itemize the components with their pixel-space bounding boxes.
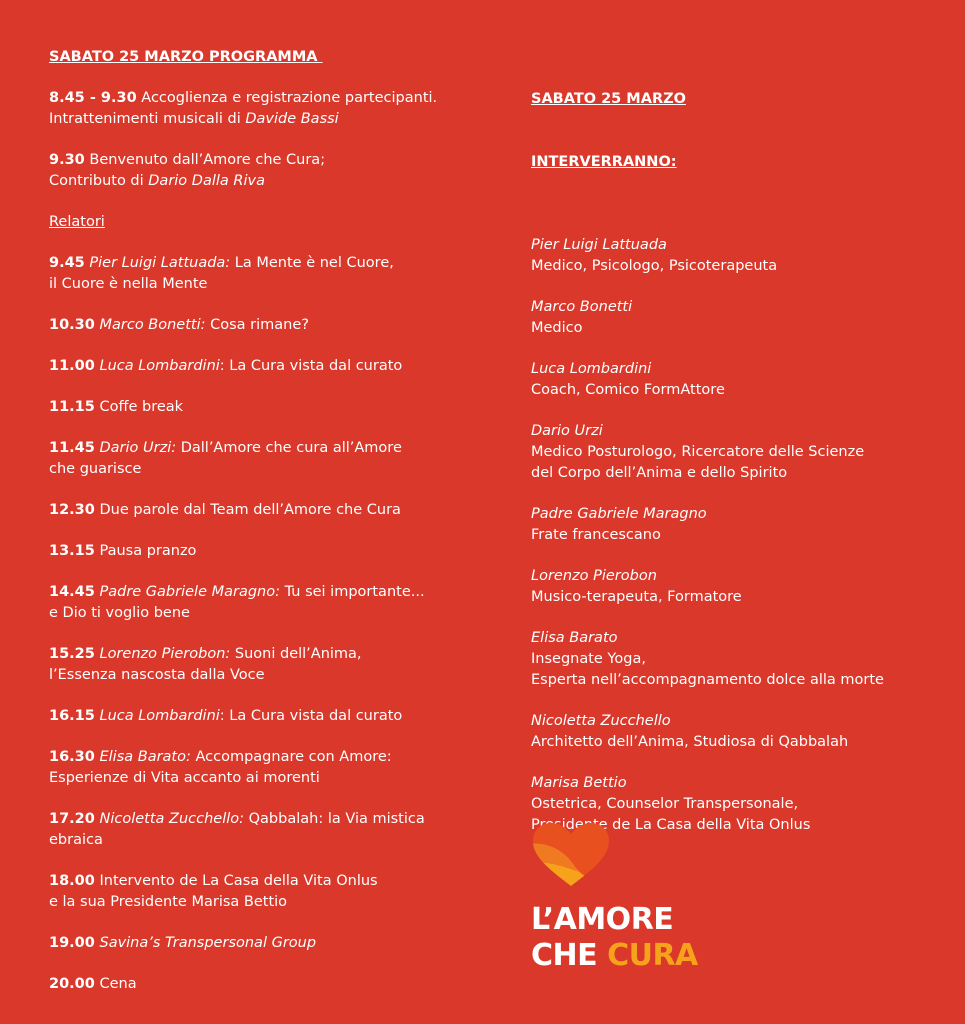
speaker-name: Davide Bassi <box>245 111 339 127</box>
program-item <box>49 356 469 377</box>
speaker-role: Medico Posturologo, Ricercatore delle Scienze <box>531 444 865 460</box>
program-text: Due parole dal Team dell’Amore che Cura <box>99 502 401 518</box>
program-text: l’Essenza nascosta dalla Voce <box>49 667 265 683</box>
logo-text <box>531 902 731 974</box>
program-time: 8.45 - 9.30 <box>49 90 137 106</box>
program-item-line <box>49 397 469 418</box>
program-text: che guarisce <box>49 461 142 477</box>
program-item <box>49 88 469 130</box>
program-time: 16.30 <box>49 749 95 765</box>
program-item <box>49 644 469 686</box>
speaker-role: Musico-terapeuta, Formatore <box>531 589 742 605</box>
speaker-name: Luca Lombardini <box>99 708 220 724</box>
program-text: Cena <box>99 976 137 992</box>
program-text: Intervento de La Casa della Vita Onlus <box>99 873 378 889</box>
logo-line2-white: CHE <box>531 938 608 973</box>
heart-icon <box>531 822 611 888</box>
program-text: Qabbalah: la Via mistica <box>244 811 425 827</box>
program-time: 13.15 <box>49 543 95 559</box>
speaker-role: Presidente de La Casa della Vita Onlus <box>531 817 811 833</box>
program-item-line <box>49 974 469 995</box>
program-item-line <box>49 500 469 521</box>
program-item <box>49 933 469 954</box>
speaker-name: Padre Gabriele Maragno <box>531 506 707 522</box>
speaker-role: Medico, Psicologo, Psicoterapeuta <box>531 258 778 274</box>
program-time: 11.15 <box>49 399 95 415</box>
speakers-heading-line2: INTERVERRANNO: <box>531 154 677 170</box>
program-item-line <box>49 830 469 851</box>
logo-line1: L’AMORE <box>531 902 674 937</box>
program-item-line <box>49 747 469 768</box>
program-time: 10.30 <box>49 317 95 333</box>
logo <box>531 822 731 974</box>
speaker-role: Coach, Comico FormAttore <box>531 382 725 398</box>
program-time: 15.25 <box>49 646 95 662</box>
program-text: Cosa rimane? <box>205 317 309 333</box>
speakers-heading <box>531 47 951 215</box>
speaker-name: Nicoletta Zucchello <box>531 713 671 729</box>
program-text: Intrattenimenti musicali di <box>49 111 246 127</box>
program-item <box>49 706 469 727</box>
logo-line2 <box>531 938 731 974</box>
program-item <box>49 315 469 336</box>
speaker-role: Frate francescano <box>531 527 661 543</box>
program-time: 11.45 <box>49 440 95 456</box>
speaker-name: Elisa Barato: <box>99 749 191 765</box>
speaker-name: Dario Urzi: <box>99 440 177 456</box>
program-item <box>49 438 469 480</box>
speaker-role: Esperta nell’accompagnamento dolce alla morte <box>531 672 884 688</box>
program-item-line <box>49 603 469 624</box>
program-text: Accoglienza e registrazione partecipanti. <box>141 90 438 106</box>
speaker-name: Elisa Barato <box>531 630 618 646</box>
program-text: e la sua Presidente Marisa Bettio <box>49 894 288 910</box>
program-time: 19.00 <box>49 935 95 951</box>
section-label-text: Relatori <box>49 214 105 230</box>
program-time: 12.30 <box>49 502 95 518</box>
program-heading: SABATO 25 MARZO PROGRAMMA <box>49 49 323 65</box>
program-text: Accompagnare con Amore: <box>190 749 392 765</box>
program-item-line <box>49 171 469 192</box>
speaker-name: Pier Luigi Lattuada: <box>89 255 231 271</box>
program-column <box>49 47 469 1015</box>
program-item-line <box>49 438 469 459</box>
program-time: 20.00 <box>49 976 95 992</box>
program-item-line <box>49 459 469 480</box>
program-text: Esperienze di Vita accanto ai morenti <box>49 770 320 786</box>
program-time: 9.30 <box>49 152 85 168</box>
speaker-role: Architetto dell’Anima, Studiosa di Qabbalah <box>531 734 849 750</box>
program-time: 16.15 <box>49 708 95 724</box>
program-item-line <box>49 541 469 562</box>
speaker-name: Luca Lombardini <box>99 358 220 374</box>
speaker-role: Ostetrica, Counselor Transpersonale, <box>531 796 799 812</box>
program-item-line <box>49 933 469 954</box>
program-time: 17.20 <box>49 811 95 827</box>
program-text: : La Cura vista dal curato <box>219 358 403 374</box>
program-item-line <box>49 253 469 274</box>
program-item-line <box>49 768 469 789</box>
program-item <box>49 747 469 789</box>
program-item-line <box>49 809 469 830</box>
speaker-name: Lorenzo Pierobon: <box>99 646 231 662</box>
program-item-line <box>49 109 469 130</box>
program-item-line <box>49 150 469 171</box>
program-item-line <box>49 706 469 727</box>
program-text: La Mente è nel Cuore, <box>230 255 394 271</box>
program-text: Suoni dell’Anima, <box>230 646 362 662</box>
logo-line2-accent: CURA <box>607 938 698 973</box>
speaker-role: Insegnate Yoga, <box>531 651 646 667</box>
speaker-name: Marisa Bettio <box>531 775 627 791</box>
speaker-name: Padre Gabriele Maragno: <box>99 584 280 600</box>
program-text: ebraica <box>49 832 103 848</box>
program-item-line <box>49 644 469 665</box>
speaker-entry <box>531 504 951 546</box>
program-text: il Cuore è nella Mente <box>49 276 208 292</box>
program-text: : La Cura vista dal curato <box>219 708 403 724</box>
program-item-line <box>49 871 469 892</box>
program-item <box>49 541 469 562</box>
speaker-entry <box>531 297 951 339</box>
program-time: 14.45 <box>49 584 95 600</box>
program-item <box>49 582 469 624</box>
speakers-column <box>531 47 951 856</box>
speaker-entry <box>531 235 951 277</box>
program-item <box>49 809 469 851</box>
program-time: 18.00 <box>49 873 95 889</box>
speaker-name: Lorenzo Pierobon <box>531 568 657 584</box>
program-item-line <box>49 88 469 109</box>
speaker-name: Dario Dalla Riva <box>148 173 265 189</box>
program-text: Pausa pranzo <box>99 543 197 559</box>
speaker-entry <box>531 421 951 484</box>
speaker-role: Medico <box>531 320 583 336</box>
program-time: 9.45 <box>49 255 85 271</box>
speaker-entry <box>531 628 951 691</box>
program-item <box>49 500 469 521</box>
program-item <box>49 253 469 295</box>
program-item <box>49 397 469 418</box>
section-label <box>49 212 469 233</box>
speaker-entry <box>531 711 951 753</box>
speaker-name: Dario Urzi <box>531 423 603 439</box>
program-text: Dall’Amore che cura all’Amore <box>176 440 402 456</box>
speaker-entry <box>531 359 951 401</box>
program-item-line <box>49 582 469 603</box>
speaker-role: del Corpo dell’Anima e dello Spirito <box>531 465 788 481</box>
program-list <box>49 88 469 995</box>
program-item <box>49 871 469 913</box>
speaker-name: Luca Lombardini <box>531 361 652 377</box>
program-item-line <box>49 892 469 913</box>
speakers-list <box>531 235 951 836</box>
program-text: Coffe break <box>99 399 184 415</box>
program-item-line <box>49 665 469 686</box>
program-text: Benvenuto dall’Amore che Cura; <box>89 152 326 168</box>
speaker-entry <box>531 566 951 608</box>
speakers-heading-line1: SABATO 25 MARZO <box>531 91 686 107</box>
program-item <box>49 974 469 995</box>
speaker-name: Marco Bonetti <box>531 299 633 315</box>
program-text: e Dio ti voglio bene <box>49 605 190 621</box>
program-item-line <box>49 356 469 377</box>
speaker-name: Nicoletta Zucchello: <box>99 811 245 827</box>
program-text: Tu sei importante... <box>280 584 425 600</box>
speaker-name: Marco Bonetti: <box>99 317 206 333</box>
speaker-name: Pier Luigi Lattuada <box>531 237 667 253</box>
program-item-line <box>49 315 469 336</box>
program-time: 11.00 <box>49 358 95 374</box>
speaker-name: Savina’s Transpersonal Group <box>99 935 317 951</box>
program-text: Contributo di <box>49 173 149 189</box>
program-item-line <box>49 274 469 295</box>
program-item <box>49 150 469 192</box>
